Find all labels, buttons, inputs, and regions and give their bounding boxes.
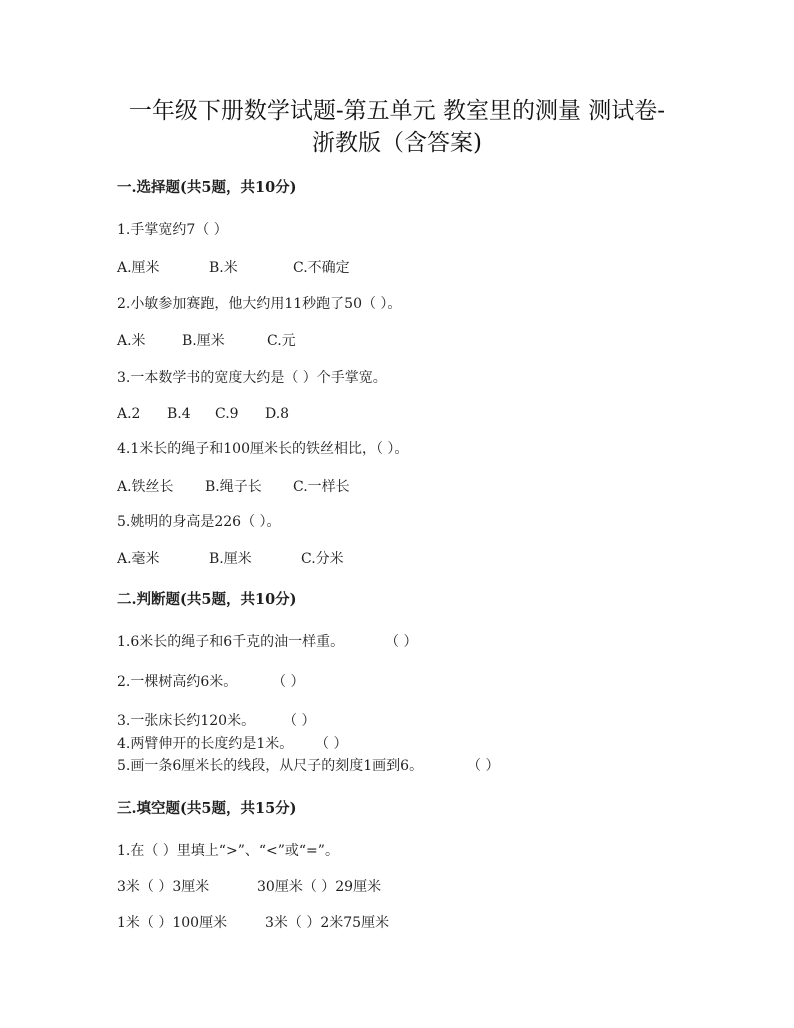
section-header-multiple-choice: 一.选择题(共5题，共10分) bbox=[117, 179, 297, 196]
answer-blank: （ ） bbox=[385, 634, 418, 650]
question-text: 1.在（ ）里填上“>”、“<”或“=”。 bbox=[117, 843, 339, 859]
option: C.元 bbox=[267, 333, 296, 349]
option: A.米 bbox=[117, 333, 146, 349]
compare-item: 3米（ ）2米75厘米 bbox=[265, 915, 390, 931]
answer-blank: （ ） bbox=[315, 736, 348, 752]
option: B.绳子长 bbox=[205, 479, 262, 495]
compare-row bbox=[117, 914, 477, 932]
option: A.毫米 bbox=[117, 551, 160, 567]
judgement-item bbox=[117, 633, 537, 651]
judgement-item bbox=[117, 735, 537, 753]
answer-blank: （ ） bbox=[467, 758, 500, 774]
compare-item: 1米（ ）100厘米 bbox=[117, 915, 228, 931]
option: A.厘米 bbox=[117, 260, 160, 276]
option: B.米 bbox=[209, 260, 238, 276]
options-row bbox=[117, 550, 417, 568]
statement-text: 5.画一条6厘米长的线段，从尺子的刻度1画到6。 bbox=[117, 758, 424, 774]
option: A.铁丝长 bbox=[117, 479, 174, 495]
question-text: 2.小敏参加赛跑，他大约用11秒跑了50（ ）。 bbox=[117, 296, 402, 312]
option: C.一样长 bbox=[293, 479, 350, 495]
judgement-item bbox=[117, 712, 537, 730]
option: B.厘米 bbox=[209, 551, 252, 567]
section-header-fill-in: 三.填空题(共5题，共15分) bbox=[117, 800, 297, 817]
option: B.厘米 bbox=[182, 333, 225, 349]
option: D.8 bbox=[265, 406, 290, 422]
option: C.9 bbox=[215, 406, 239, 422]
document-title-line2: 浙教版（含答案) bbox=[312, 130, 482, 156]
options-row bbox=[117, 478, 417, 496]
question-text: 3.一本数学书的宽度大约是（ ）个手掌宽。 bbox=[117, 370, 387, 386]
statement-text: 1.6米长的绳子和6千克的油一样重。 bbox=[117, 634, 345, 650]
judgement-item bbox=[117, 757, 537, 775]
section-header-true-false: 二.判断题(共5题，共10分) bbox=[117, 591, 297, 608]
option: C.分米 bbox=[301, 551, 344, 567]
document-title-line1: 一年级下册数学试题-第五单元 教室里的测量 测试卷- bbox=[128, 98, 666, 124]
options-row bbox=[117, 259, 417, 277]
options-row bbox=[117, 405, 417, 423]
compare-item: 3米（ ）3厘米 bbox=[117, 879, 210, 895]
judgement-item bbox=[117, 673, 537, 691]
question-text: 5.姚明的身高是226（ ）。 bbox=[117, 514, 281, 530]
statement-text: 2.一棵树高约6米。 bbox=[117, 674, 238, 690]
option: B.4 bbox=[167, 406, 191, 422]
statement-text: 3.一张床长约120米。 bbox=[117, 713, 256, 729]
compare-row bbox=[117, 878, 477, 896]
option: A.2 bbox=[117, 406, 141, 422]
answer-blank: （ ） bbox=[272, 674, 305, 690]
compare-item: 30厘米（ ）29厘米 bbox=[257, 879, 382, 895]
option: C.不确定 bbox=[293, 260, 350, 276]
question-text: 4.1米长的绳子和100厘米长的铁丝相比，（ ）。 bbox=[117, 441, 409, 457]
question-text: 1.手掌宽约7（ ） bbox=[117, 222, 228, 238]
statement-text: 4.两臂伸开的长度约是1米。 bbox=[117, 736, 294, 752]
options-row bbox=[117, 332, 417, 350]
answer-blank: （ ） bbox=[283, 713, 316, 729]
